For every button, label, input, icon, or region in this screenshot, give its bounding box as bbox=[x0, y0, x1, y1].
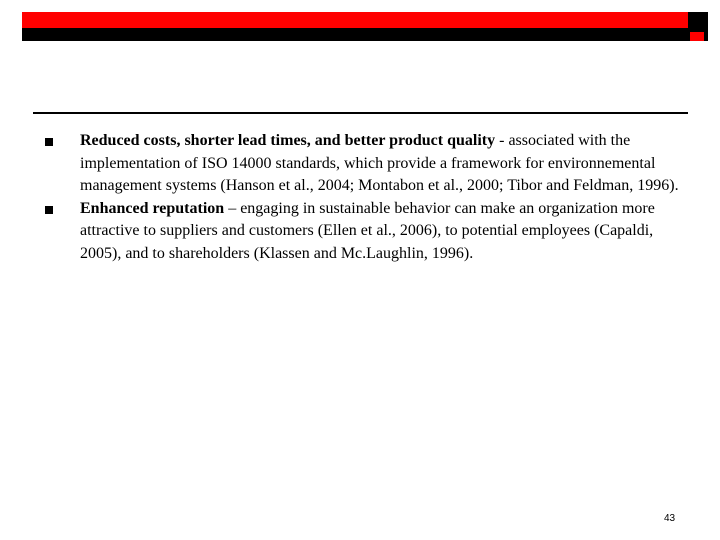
bullet-heading: Reduced costs, shorter lead times, and better product quality bbox=[80, 132, 496, 149]
square-bullet-icon bbox=[45, 206, 53, 214]
bullet-item bbox=[34, 130, 684, 198]
header-black-bar bbox=[22, 28, 688, 41]
bullet-heading: Enhanced reputation bbox=[80, 199, 225, 217]
bullet-text: – engaging in sustainable behavior can make an organization more attractive to suppliers and customers (Ellen et al., 2006), to potential employees (Capaldi, 2005), and to shareholders (Klassen and Mc.Laughlin, 1996). bbox=[80, 199, 655, 262]
slide-body bbox=[34, 130, 684, 265]
bullet-text: - associated with the implementation of ISO 14000 standards, which provide a framework for environnemental management systems (Hanson et al., 2004; Montabon et al., 2000; Tibor and Feldman, 1996). bbox=[80, 132, 679, 194]
header-corner-accent bbox=[690, 32, 704, 41]
bullet-item bbox=[34, 198, 684, 266]
title-divider bbox=[33, 112, 688, 114]
header-red-bar bbox=[22, 12, 688, 28]
page-number: 43 bbox=[664, 513, 676, 524]
square-bullet-icon bbox=[45, 138, 53, 146]
